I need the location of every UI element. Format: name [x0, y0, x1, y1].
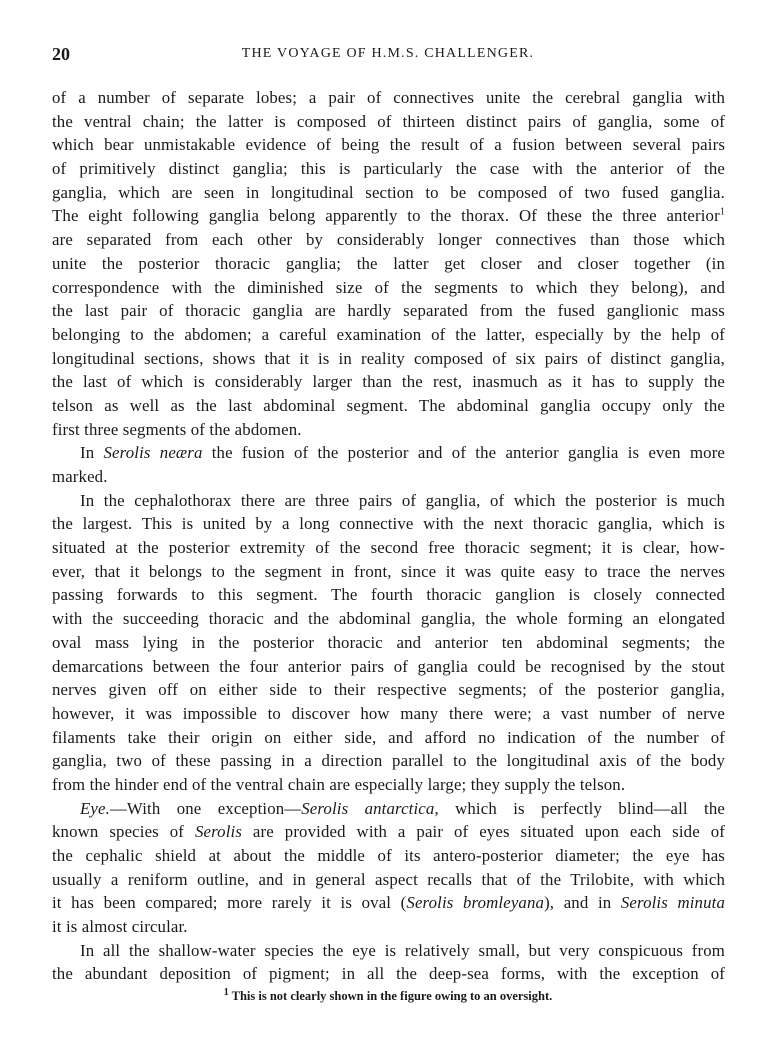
- text-line: [52, 702, 725, 726]
- text-run: —With one exception—: [109, 798, 302, 818]
- footnote-reference: 1: [719, 206, 725, 218]
- footnote-text: This is not clearly shown in the figure owing to an oversight.: [228, 989, 553, 1003]
- text-run: , which is perfectly blind—all the: [434, 798, 726, 818]
- italic-text: Serolis minuta: [620, 893, 725, 913]
- text-line: [52, 915, 725, 939]
- italic-text: Serolis bromleyana: [406, 893, 545, 913]
- text-run: demarcations between the four anterior pairs of ganglia could be recognised by the stout: [52, 656, 725, 676]
- text-line: [52, 536, 725, 560]
- text-run: In the cephalothorax there are three pairs of ganglia, of which the posterior is much: [80, 490, 725, 510]
- text-run: In all the shallow-water species the eye is relatively small, but very conspicuous from: [80, 940, 725, 960]
- text-line: [52, 512, 725, 536]
- text-line: [52, 797, 725, 821]
- text-run: the last pair of thoracic ganglia are hardly separated from the fused ganglionic mass: [52, 301, 725, 321]
- text-run: the abundant deposition of pigment; in all the deep-sea forms, with the exception of: [52, 964, 725, 984]
- text-line: [52, 86, 725, 110]
- text-run: of primitively distinct ganglia; this is particularly the case with the anterior of the: [52, 159, 725, 179]
- text-run: it has been compared; more rarely it is oval (: [52, 893, 407, 913]
- running-head: [52, 44, 724, 66]
- text-line: [52, 394, 725, 418]
- text-line: [52, 489, 725, 513]
- text-run: however, it was impossible to discover how many there were; a vast number of nerve: [52, 703, 725, 723]
- running-title: THE VOYAGE OF H.M.S. CHALLENGER.: [241, 46, 535, 61]
- text-line: [52, 323, 725, 347]
- italic-text: Serolis antarctica: [301, 798, 435, 818]
- text-line: [52, 370, 725, 394]
- italic-text: Serolis neæra: [103, 443, 203, 463]
- text-line: [52, 418, 725, 442]
- text-line: [52, 110, 725, 134]
- text-run: The eight following ganglia belong apparently to the thorax. Of these the three anterior: [52, 206, 720, 226]
- text-run: are separated from each other by considerably longer connectives than those which: [52, 230, 725, 250]
- text-run: the largest. This is united by a long connective with the next thoracic ganglia, which is: [52, 514, 725, 534]
- text-line: [52, 299, 725, 323]
- text-line: [52, 583, 725, 607]
- text-line: [52, 276, 725, 300]
- text-run: ganglia, which are seen in longitudinal section to be composed of two fused ganglia.: [52, 182, 725, 202]
- text-run: of a number of separate lobes; a pair of connectives unite the cerebral ganglia with: [52, 88, 725, 107]
- text-line: [52, 820, 725, 844]
- text-line: [52, 726, 725, 750]
- text-run: the last of which is considerably larger than the rest, inasmuch as it has to supply the: [52, 372, 725, 392]
- text-line: [52, 560, 725, 584]
- text-line: [52, 844, 725, 868]
- text-line: [52, 773, 725, 797]
- text-run: marked.: [52, 467, 108, 486]
- text-run: the ventral chain; the latter is composed of thirteen distinct pairs of ganglia, some of: [52, 111, 725, 131]
- text-line: [52, 939, 725, 963]
- text-line: [52, 465, 725, 489]
- italic-text: Serolis: [194, 822, 243, 842]
- text-run: In: [80, 443, 104, 463]
- text-run: it is almost circular.: [52, 917, 188, 937]
- page-number: 20: [52, 44, 70, 64]
- text-line: [52, 655, 725, 679]
- text-line: [52, 181, 725, 205]
- body-text: [52, 86, 725, 986]
- text-run: ganglia, two of these passing in a direction parallel to the longitudinal axis of the body: [52, 751, 725, 771]
- text-run: the fusion of the posterior and of the anterior ganglia is even more: [202, 443, 726, 463]
- text-run: are provided with a pair of eyes situated upon each side of: [242, 822, 725, 842]
- text-line: [52, 749, 725, 773]
- text-run: telson as well as the last abdominal segment. The abdominal ganglia occupy only the: [52, 395, 725, 415]
- text-run: unite the posterior thoracic ganglia; the latter get closer and closer together (in: [52, 253, 725, 273]
- text-line: [52, 631, 725, 655]
- text-run: oval mass lying in the posterior thoracic and anterior ten abdominal segments; the: [52, 632, 725, 652]
- text-line: [52, 678, 725, 702]
- text-line: [52, 252, 725, 276]
- footnote: [0, 986, 776, 1004]
- text-line: [52, 228, 725, 252]
- text-run: known species of: [52, 822, 195, 842]
- italic-text: Eye.: [80, 798, 110, 818]
- text-run: longitudinal sections, shows that it is in reality composed of six pairs of distinct ganglia,: [52, 348, 725, 368]
- text-run: situated at the posterior extremity of the second free thoracic segment; it is clear, how-: [52, 538, 725, 558]
- text-line: [52, 441, 725, 465]
- text-line: [52, 607, 725, 631]
- text-line: [52, 133, 725, 157]
- text-run: ), and in: [544, 893, 621, 913]
- text-run: ever, that it belongs to the segment in front, since it was quite easy to trace the nerves: [52, 561, 725, 581]
- text-run: first three segments of the abdomen.: [52, 419, 302, 439]
- text-run: nerves given off on either side to their respective segments; of the posterior ganglia,: [52, 680, 725, 700]
- text-run: which bear unmistakable evidence of being the result of a fusion between several pairs: [52, 135, 725, 155]
- text-run: correspondence with the diminished size of the segments to which they belong), and: [52, 277, 725, 297]
- text-run: usually a reniform outline, and in general aspect recalls that of the Trilobite, with which: [52, 869, 725, 889]
- text-run: passing forwards to this segment. The fourth thoracic ganglion is closely connected: [52, 585, 725, 605]
- text-line: [52, 891, 725, 915]
- text-run: the cephalic shield at about the middle of its antero-posterior diameter; the eye has: [52, 846, 725, 865]
- text-line: [52, 962, 725, 986]
- text-run: from the hinder end of the ventral chain are especially large; they supply the telson.: [52, 774, 626, 794]
- text-run: filaments take their origin on either side, and afford no indication of the number of: [52, 727, 725, 747]
- text-line: [52, 204, 725, 228]
- text-run: belonging to the abdomen; a careful examination of the latter, especially by the help of: [52, 324, 725, 344]
- text-line: [52, 347, 725, 371]
- footnote-marker: 1: [223, 986, 229, 998]
- text-line: [52, 868, 725, 892]
- text-line: [52, 157, 725, 181]
- text-run: with the succeeding thoracic and the abdominal ganglia, the whole forming an elongated: [52, 609, 725, 629]
